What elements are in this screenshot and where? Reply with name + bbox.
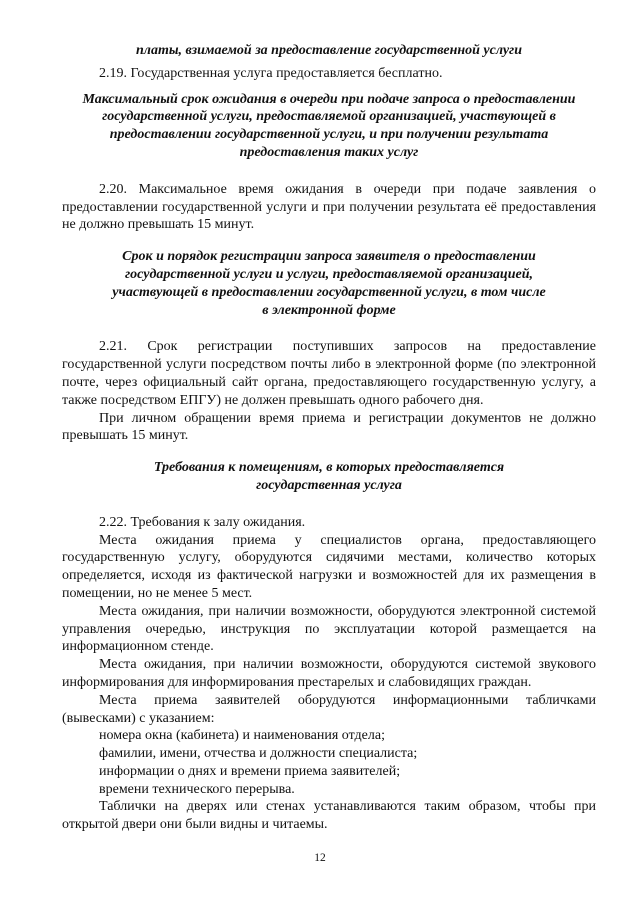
- paragraph-queue-system: Места ожидания, при наличии возможности, оборудуются электронной системой управления очередью, инструкция по эксплуатации которой размещается на информационном стенде.: [62, 603, 596, 655]
- section-heading-premises: [62, 459, 596, 495]
- list-item: информации о днях и времени приема заявителей;: [99, 763, 401, 779]
- heading-line: предоставлении государственной услуги, и при получении результата: [109, 127, 549, 143]
- list-item: фамилии, имени, отчества и должности специалиста;: [99, 746, 418, 762]
- paragraph-2-21: 2.21. Срок регистрации поступивших запросов на предоставление государственной услуги посредством почты либо в электронной форме (по электронной почте, через официальный сайт органа, предоставляющего государственную услугу, а также посредством ЕПГУ) не должен превышать одного рабочего дня.: [62, 339, 596, 408]
- heading-line: предоставления таких услуг: [239, 144, 419, 160]
- heading-line: участвующей в предоставлении государственной услуги, в том числе: [112, 284, 546, 300]
- paragraph-signs-intro: Места приема заявителей оборудуются информационными табличками (вывесками) с указанием:: [62, 692, 596, 726]
- heading-line: государственная услуга: [256, 477, 402, 493]
- page-number: 12: [314, 852, 326, 864]
- paragraph-2-22: 2.22. Требования к залу ожидания.: [99, 514, 306, 530]
- heading-line: государственной услуги и услуги, предоставляемой организацией,: [125, 266, 533, 282]
- list-item: времени технического перерыва.: [99, 781, 295, 797]
- section-heading-registration: [62, 248, 596, 319]
- section-heading-fee-tail: платы, взимаемой за предоставление государственной услуги: [135, 43, 523, 58]
- heading-line: государственной услуги, предоставляемой организацией, участвующей в: [102, 109, 556, 125]
- heading-line: Максимальный срок ожидания в очереди при подаче запроса о предоставлении: [82, 91, 576, 107]
- list-item: номера окна (кабинета) и наименования отдела;: [99, 728, 385, 744]
- paragraph-seating: Места ожидания приема у специалистов органа, предоставляющего государственную услугу, оборудуются сидячими местами, количество которых определяется, исходя из фактической нагрузки и возможностей для их размещения в помещении, но не менее 5 мест.: [62, 532, 596, 601]
- heading-line: Срок и порядок регистрации запроса заявителя о предоставлении: [122, 249, 536, 265]
- paragraph-sound-system: Места ожидания, при наличии возможности, оборудуются системой звукового информирования для информирования престарелых и слабовидящих граждан.: [62, 657, 596, 690]
- paragraph-2-20: 2.20. Максимальное время ожидания в очереди при подаче заявления о предоставлении государственной услуги и при получении результата её предоставления не должно превышать 15 минут.: [62, 181, 596, 233]
- document-body: [62, 42, 596, 834]
- paragraph-personal-visit: При личном обращении время приема и регистрации документов не должно превышать 15 минут.: [62, 410, 596, 444]
- heading-line: в электронной форме: [262, 302, 396, 318]
- section-heading-wait-time: [62, 91, 596, 162]
- paragraph-2-19: 2.19. Государственная услуга предоставляется бесплатно.: [99, 65, 443, 81]
- paragraph-signs-placement: Таблички на дверях или стенах устанавливаются таким образом, чтобы при открытой двери они были видны и читаемы.: [62, 799, 596, 833]
- heading-line: Требования к помещениям, в которых предоставляется: [153, 460, 505, 476]
